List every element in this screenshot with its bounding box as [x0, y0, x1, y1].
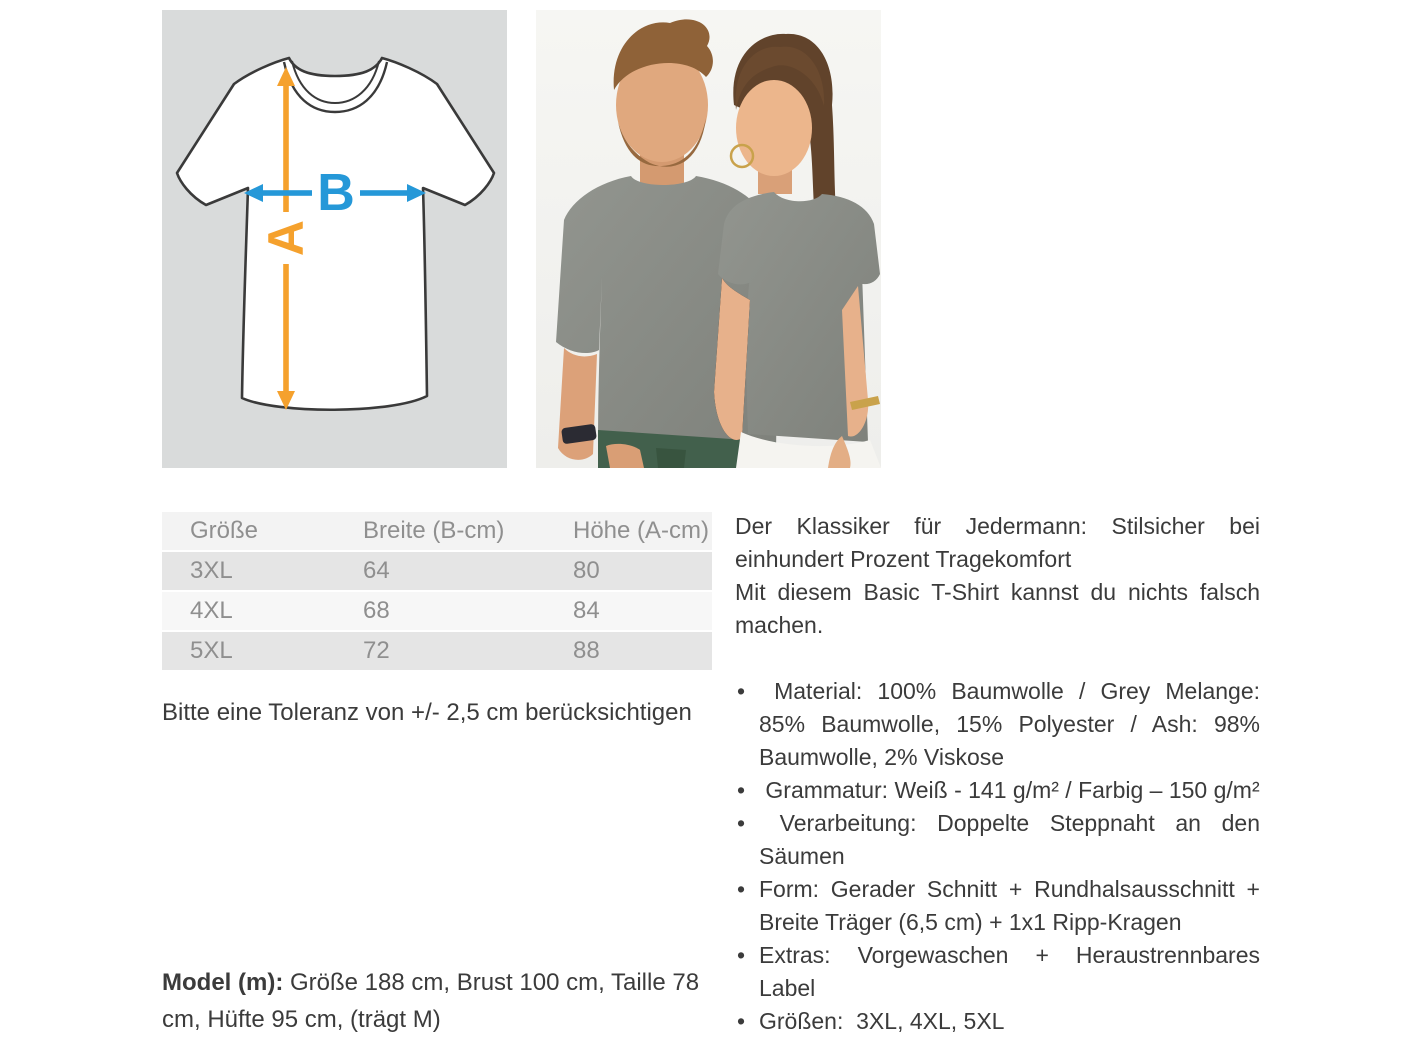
feature-item-material: • Material: 100% Baumwolle / Grey Melange: 85% Baumwolle, 15% Polyester / Ash: 98% Baumwolle, 2% Viskose [735, 675, 1260, 774]
table-row [162, 632, 712, 670]
model-measurements-label: Model (m): [162, 969, 284, 996]
size-table-header-row [162, 512, 712, 550]
feature-item-extras: • Extras: Vorgewaschen + Heraustrennbares Label [735, 939, 1260, 1005]
table-cell: 72 [335, 632, 545, 670]
tshirt-outline-icon [177, 58, 494, 410]
feature-item-form: • Form: Gerader Schnitt + Rundhalsausschnitt + Breite Träger (6,5 cm) + 1x1 Ripp-Kragen [735, 873, 1260, 939]
description-intro-line: Der Klassiker für Jedermann: Stilsicher bei einhundert Prozent Tragekomfort [735, 513, 1260, 572]
tshirt-measurement-diagram [162, 10, 507, 468]
table-cell: 88 [545, 632, 712, 670]
feature-list [735, 675, 1267, 1038]
details-row [162, 510, 1267, 1038]
table-cell: 5XL [162, 632, 335, 670]
table-header-cell: Höhe (A-cm) [545, 512, 712, 550]
table-row [162, 592, 712, 630]
model-measurements [162, 964, 712, 1038]
feature-item-groessen: • Größen: 3XL, 4XL, 5XL [735, 1005, 1260, 1038]
couple-photo [536, 10, 881, 468]
table-row [162, 552, 712, 590]
description-intro-line: Mit diesem Basic T-Shirt kannst du nichts falsch machen. [735, 579, 1260, 638]
tolerance-note: Bitte eine Toleranz von +/- 2,5 cm berücksichtigen [162, 699, 692, 726]
size-diagram-image [162, 10, 507, 468]
product-description-column [735, 510, 1267, 1038]
table-cell: 3XL [162, 552, 335, 590]
product-images-row [162, 10, 1260, 468]
table-cell: 84 [545, 592, 712, 630]
feature-item-grammatur: • Grammatur: Weiß - 141 g/m² / Farbig – 150 g/m² [735, 774, 1260, 807]
table-header-cell: Größe [162, 512, 335, 550]
table-cell: 4XL [162, 592, 335, 630]
table-cell: 68 [335, 592, 545, 630]
table-cell: 64 [335, 552, 545, 590]
size-info-column [162, 510, 712, 1038]
table-cell: 80 [545, 552, 712, 590]
label-b: B [317, 164, 355, 222]
couple-photo-illustration [536, 10, 881, 468]
model-measurements-text: Größe 188 cm, Brust 100 cm, Taille 78 cm, Hüfte 95 cm, (trägt M) [162, 969, 700, 1033]
table-header-cell: Breite (B-cm) [335, 512, 545, 550]
label-a: A [258, 219, 314, 257]
size-table [162, 510, 712, 672]
feature-item-verarbeitung: • Verarbeitung: Doppelte Steppnaht an den Säumen [735, 807, 1260, 873]
